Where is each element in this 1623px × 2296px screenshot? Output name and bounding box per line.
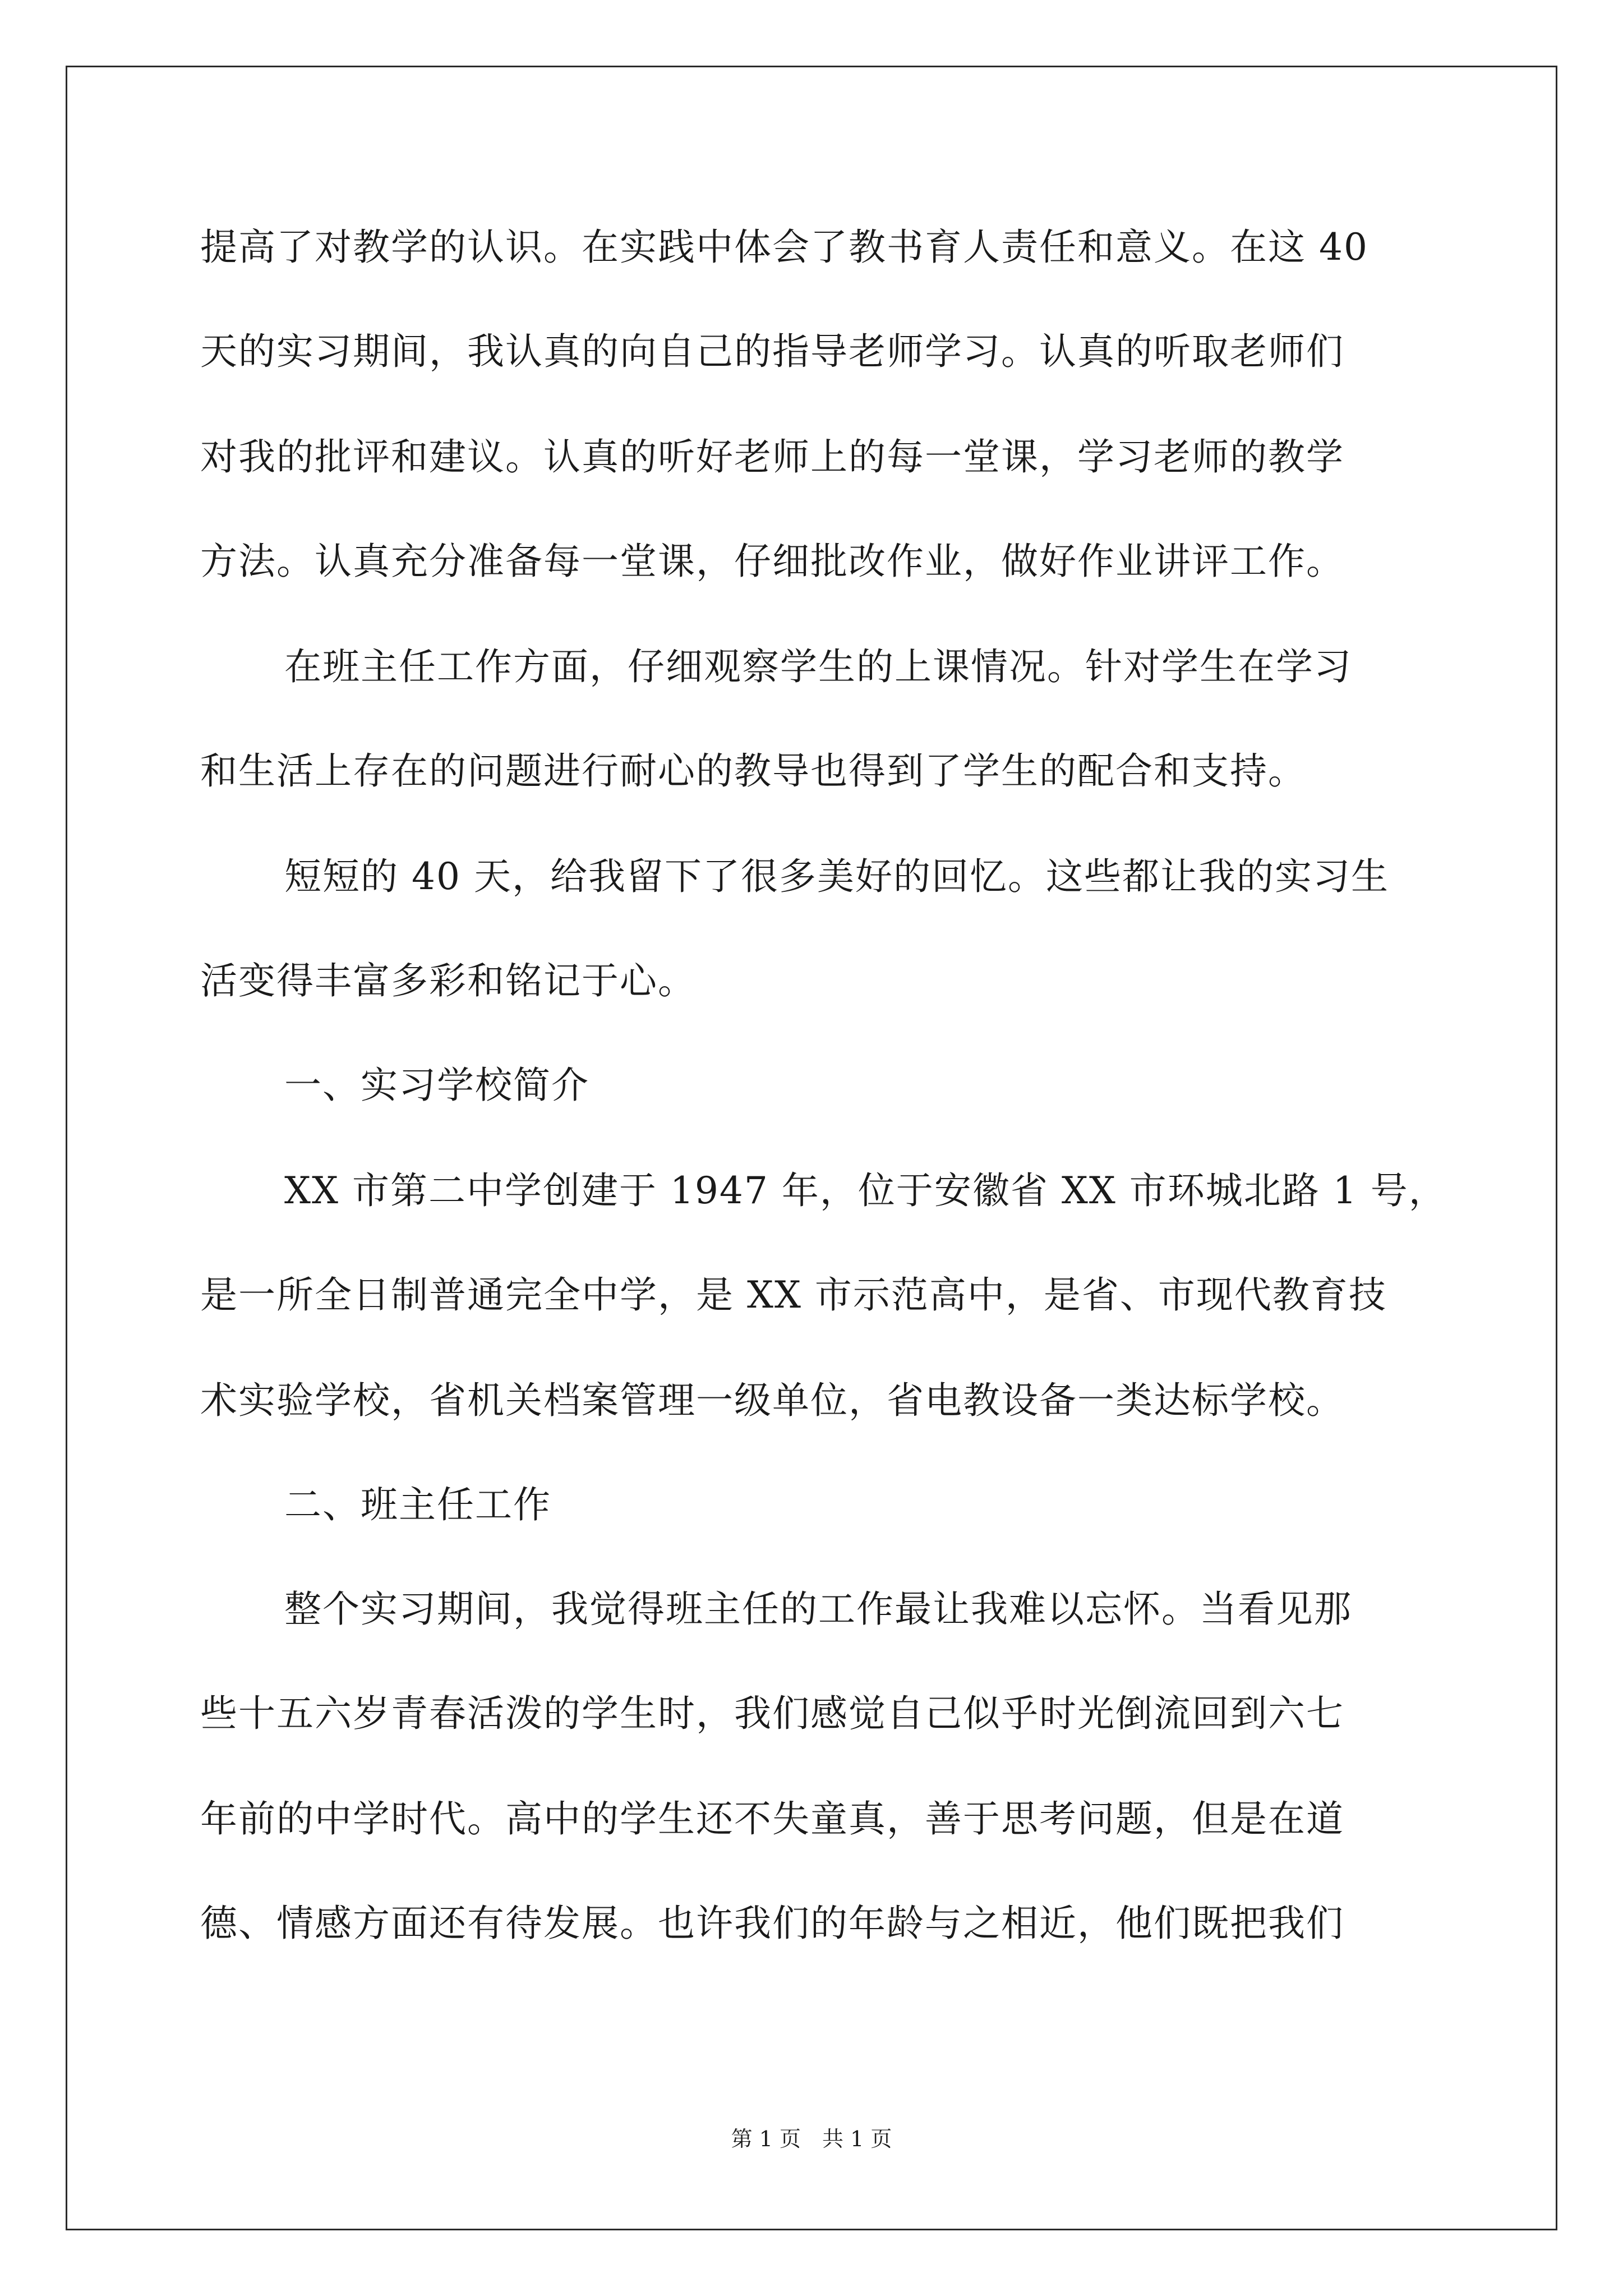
paragraph-first-line: 整个实习期间，我觉得班主任的工作最让我难以忘怀。当看见那 bbox=[284, 1588, 1352, 1631]
page-number-footer: 第 1 页 共 1 页 bbox=[731, 2127, 892, 2151]
text-line: 是一所全日制普通完全中学，是 XX 市示范高中，是省、市现代教育技 bbox=[200, 1273, 1387, 1317]
text-line: 活变得丰富多彩和铭记于心。 bbox=[200, 959, 696, 1002]
text-line: 和生活上存在的问题进行耐心的教导也得到了学生的配合和支持。 bbox=[200, 749, 1306, 793]
text-line: 术实验学校，省机关档案管理一级单位，省电教设备一类达标学校。 bbox=[200, 1379, 1344, 1422]
section-heading: 二、班主任工作 bbox=[284, 1483, 551, 1526]
text-line: 天的实习期间，我认真的向自己的指导老师学习。认真的听取老师们 bbox=[200, 330, 1344, 373]
paragraph-first-line: 在班主任工作方面，仔细观察学生的上课情况。针对学生在学习 bbox=[284, 645, 1352, 688]
section-heading: 一、实习学校简介 bbox=[284, 1064, 589, 1107]
paragraph-first-line: 短短的 40 天，给我留下了很多美好的回忆。这些都让我的实习生 bbox=[284, 855, 1389, 898]
text-line: 德、情感方面还有待发展。也许我们的年龄与之相近，他们既把我们 bbox=[200, 1902, 1344, 1945]
text-line: 方法。认真充分准备每一堂课，仔细批改作业，做好作业讲评工作。 bbox=[200, 540, 1344, 583]
text-line: 年前的中学时代。高中的学生还不失童真，善于思考问题，但是在道 bbox=[200, 1797, 1344, 1841]
text-line: 提高了对教学的认识。在实践中体会了教书育人责任和意义。在这 40 bbox=[200, 226, 1368, 269]
text-line: 些十五六岁青春活泼的学生时，我们感觉自己似乎时光倒流回到六七 bbox=[200, 1692, 1344, 1735]
paragraph-first-line: XX 市第二中学创建于 1947 年，位于安徽省 XX 市环城北路 1 号， bbox=[284, 1169, 1447, 1212]
text-line: 对我的批评和建议。认真的听好老师上的每一堂课，学习老师的教学 bbox=[200, 435, 1344, 478]
